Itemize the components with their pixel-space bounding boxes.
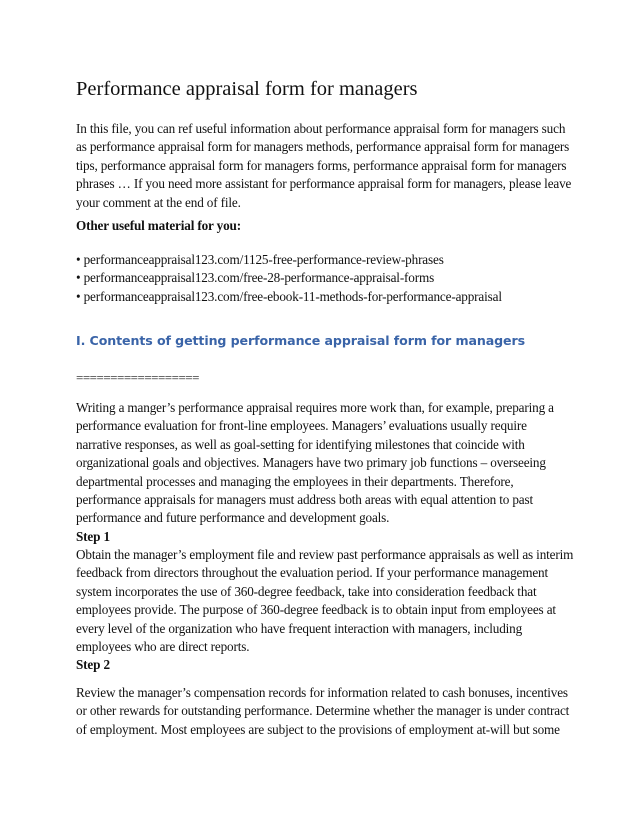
paragraph-line: performance and future performance and development goals. (76, 510, 390, 526)
paragraph-line: departmental processes and managing the employees in their departments. Therefore, (76, 473, 514, 489)
link-list (76, 251, 576, 306)
paragraph-line: Review the manager’s compensation records for information related to cash bonuses, incentives (76, 685, 568, 700)
useful-material-heading-block (76, 217, 576, 235)
paragraph-line: of employment. Most employees are subject to the provisions of employment at-will but some (76, 721, 560, 737)
step-1-label: Step 1 (76, 528, 110, 544)
paragraph-3 (76, 684, 576, 739)
separator-line: ================== (76, 370, 199, 385)
step-2-label: Step 2 (76, 657, 110, 673)
paragraph-line: Obtain the manager’s employment file and review past performance appraisals as well as interim (76, 547, 574, 562)
intro-line: In this file, you can ref useful information about performance appraisal form for managers such (76, 121, 566, 136)
paragraph-line: employees who are direct reports. (76, 639, 250, 655)
paragraph-1 (76, 399, 576, 546)
intro-line: your comment at the end of file. (76, 194, 241, 210)
paragraph-line: narrative responses, as well as goal-setting for identifying milestones that coincide with (76, 436, 525, 452)
paragraph-line: every level of the organization who have frequent interaction with managers, including (76, 620, 523, 636)
intro-line: phrases … If you need more assistant for performance appraisal form for managers, please leave (76, 176, 572, 192)
paragraph-line: or other rewards for outstanding performance. Determine whether the manager is under contract (76, 703, 570, 719)
link-item[interactable]: • performanceappraisal123.com/free-ebook-11-methods-for-performance-appraisal (76, 288, 502, 304)
paragraph-2 (76, 546, 576, 675)
paragraph-line: organizational goals and objectives. Managers have two primary job functions – overseeing (76, 455, 546, 471)
paragraph-line: system incorporates the use of 360-degree feedback, take into consideration feedback that (76, 583, 537, 599)
paragraph-line: employees provide. The purpose of 360-degree feedback is to obtain input from employees at (76, 602, 556, 618)
intro-paragraph (76, 120, 576, 212)
paragraph-line: performance appraisals for managers must address both areas with equal attention to past (76, 492, 533, 508)
paragraph-line: Writing a manger’s performance appraisal requires more work than, for example, preparing a (76, 400, 554, 415)
document-title: Performance appraisal form for managers (76, 78, 418, 100)
section-heading: I. Contents of getting performance appraisal form for managers (76, 333, 525, 348)
paragraph-line: feedback from directors throughout the evaluation period. If your performance management (76, 565, 548, 581)
link-item[interactable]: • performanceappraisal123.com/1125-free-performance-review-phrases (76, 252, 444, 267)
intro-line: as performance appraisal form for managers methods, performance appraisal form for managers (76, 139, 570, 155)
link-item[interactable]: • performanceappraisal123.com/free-28-performance-appraisal-forms (76, 270, 435, 286)
intro-line: tips, performance appraisal form for managers forms, performance appraisal form for managers (76, 157, 567, 173)
paragraph-line: performance evaluation for front-line employees. Managers’ evaluations usually require (76, 418, 527, 434)
useful-material-heading: Other useful material for you: (76, 218, 241, 233)
